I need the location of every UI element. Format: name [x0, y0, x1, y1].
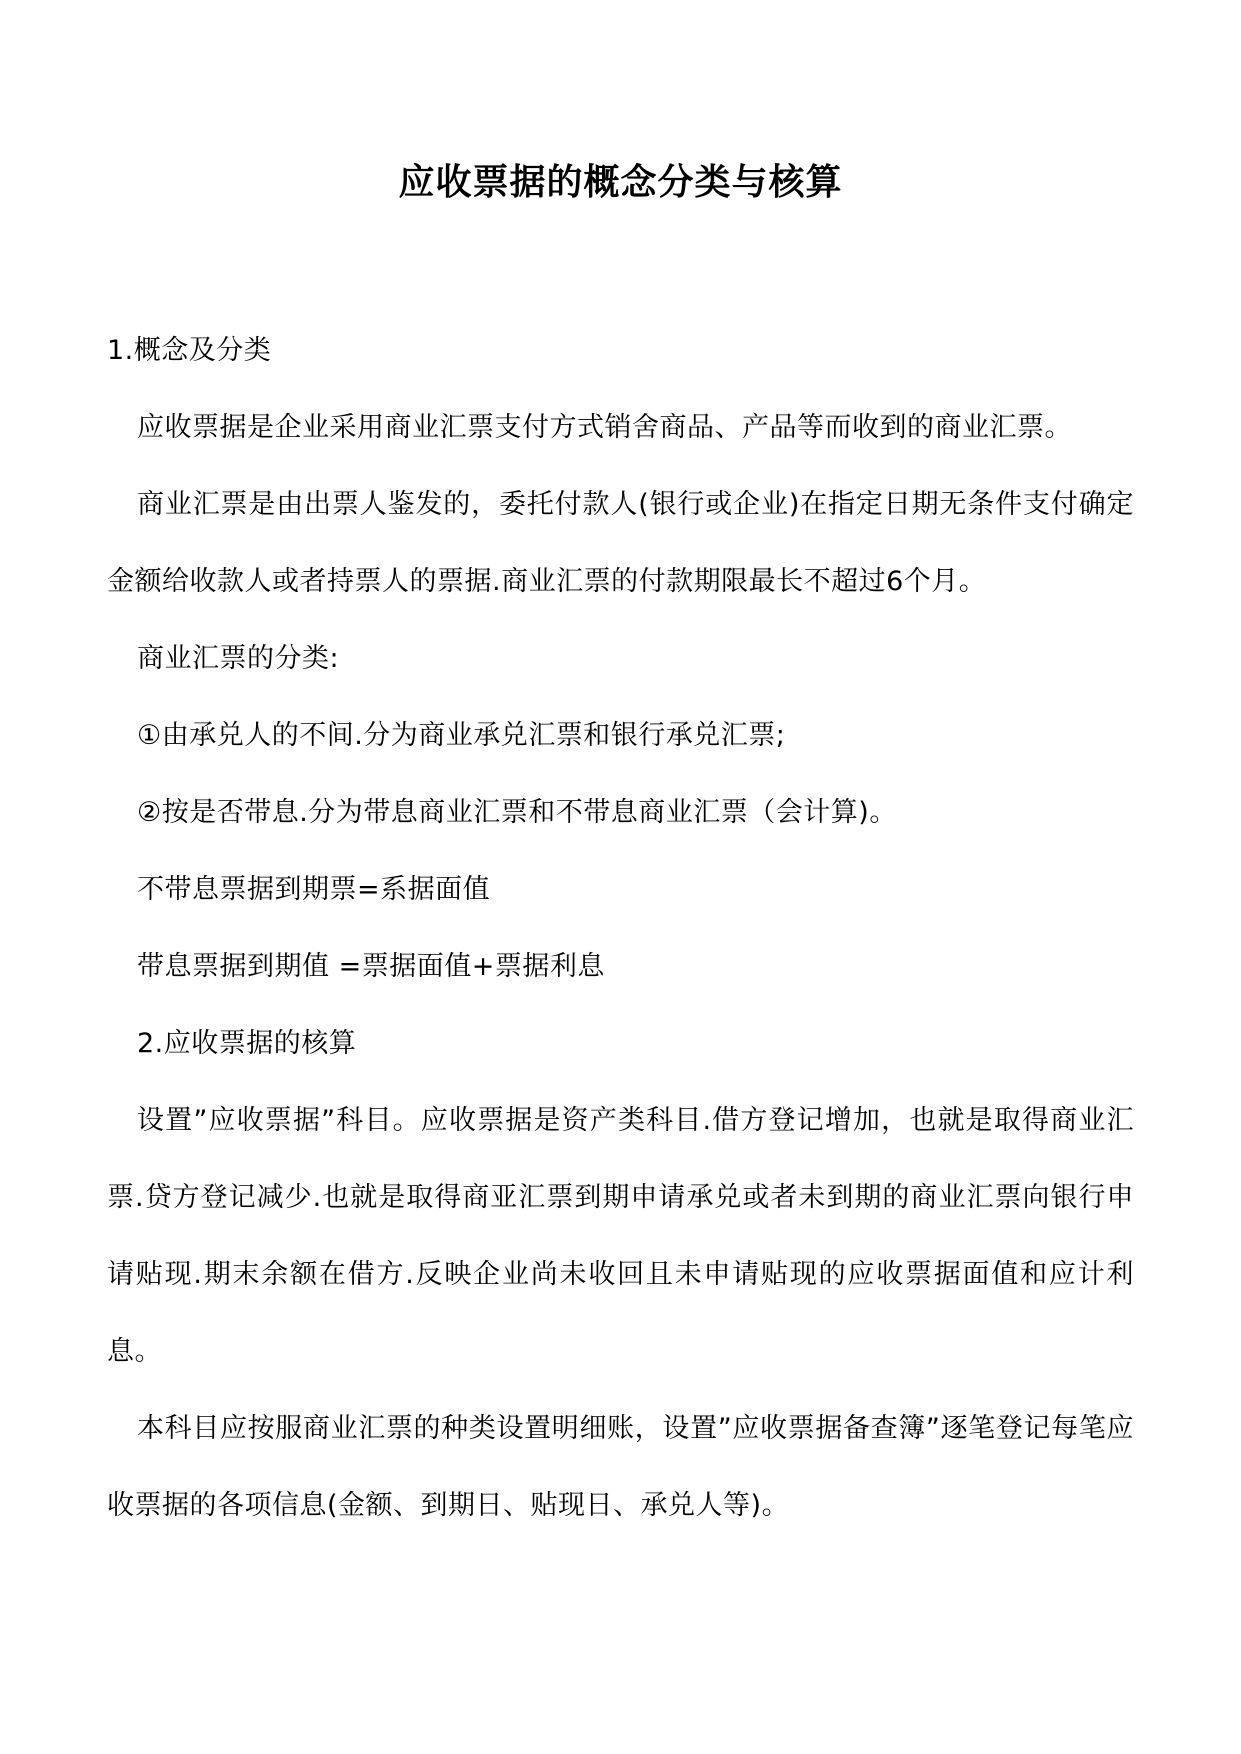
paragraph-ledger: 本科目应按服商业汇票的种类设置明细账，设置”应收票据备查簿”逐笔登记每笔应收票据的各项信息(金额、到期日、贴现日、承兑人等)。	[107, 1413, 1134, 1521]
list-item-by-interest: ②按是否带息.分为带息商业汇票和不带息商业汇票（会计算)。	[137, 797, 897, 828]
paragraph-definition: 应收票据是企业采用商业汇票支付方式销舍商品、产品等而收到的商业汇票。	[137, 412, 1072, 443]
paragraph-classification-heading: 商业汇票的分类:	[137, 643, 340, 674]
paragraph-commercial-bill: 商业汇票是由出票人鉴发的，委托付款人(银行或企业)在指定日期无条件支付确定金额给收款人或者持票人的票据.商业汇票的付款期限最长不超过6个月。	[107, 489, 1134, 597]
document-body	[107, 312, 1134, 1544]
formula-non-interest: 不带息票据到期票=系据面值	[137, 874, 491, 905]
document-title: 应收票据的概念分类与核算	[398, 161, 843, 203]
paragraph-account-setup: 设置”应收票据”科目。应收票据是资产类科目.借方登记增加，也就是取得商业汇票.贷方登记减少.也就是取得商亚汇票到期申请承兑或者未到期的商业汇票向银行申请贴现.期末余额在借方.反映企业尚未收回且未申请贴现的应收票据面值和应计利息。	[107, 1105, 1134, 1367]
section-heading-accounting: 2.应收票据的核算	[137, 1028, 357, 1059]
formula-interest: 带息票据到期值 =票据面值+票据利息	[137, 951, 605, 982]
section-heading-concept: 1.概念及分类	[107, 335, 272, 366]
list-item-by-acceptor: ①由承兑人的不间.分为商业承兑汇票和银行承兑汇票;	[137, 720, 786, 751]
